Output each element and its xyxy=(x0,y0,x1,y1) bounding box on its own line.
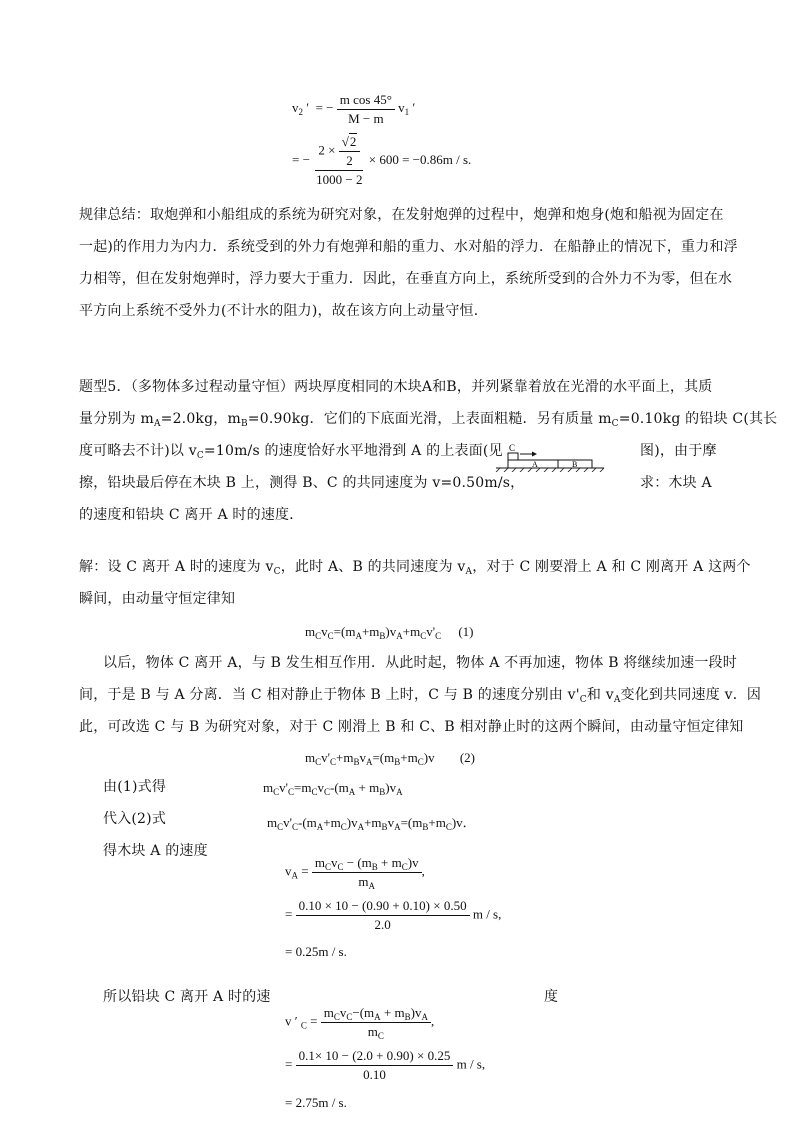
vc-result: = 2.75m / s. xyxy=(285,1095,347,1110)
formula2-lead: = − xyxy=(292,151,310,167)
equation-2-tag: (2) xyxy=(459,750,475,765)
vc-numeric: = $\frac{0.1\times 10 - (2.0 + 0.90) \times 0.25}{0.10}$ m / s, xyxy=(285,1048,486,1082)
label-b: B xyxy=(572,460,578,469)
paragraph2-line-1: 以后，物体 C 离开 A，与 B 发生相互作用．从此时起，物体 A 不再加速，物体 B 将继续加速一段时 xyxy=(103,655,737,671)
paragraph2-line-3: 此，可改选 C 与 B 为研究对象，对于 C 刚滑上 B 和 C、B 相对静止时的这两个瞬间，由动量守恒定律知 xyxy=(79,719,744,735)
block-c xyxy=(508,453,518,460)
label-a: A xyxy=(532,460,538,469)
equation-2: $m_Cv'_C+m_Bv_A=(m_B+m_C)v$ (2) xyxy=(305,750,475,767)
solution-line-1: 解：设 C 离开 A 时的速度为 $v_C$，此时 A、B 的共同速度为 $v_A$，对于 C 刚要滑上 A 和 C 刚离开 A 这两个 xyxy=(79,559,751,577)
problem-line-4a: 擦，铅块最后停在木块 B 上，测得 B、C 的共同速度为 v=0.50m/s， xyxy=(79,475,525,491)
equation-1-tag: (1) xyxy=(458,624,474,639)
derived-vc: $m_Cv'_C=m_Cv_C-(m_A + m_B)v_A$ xyxy=(263,780,403,797)
problem-line-3b: 图)，由于摩 xyxy=(640,443,717,459)
va-numeric: = $\frac{0.10 \times 10 - (0.90 + 0.10) \times 0.50}{2.0}$ m / s, xyxy=(285,898,502,932)
substitute-label: 代入(2)式 xyxy=(103,811,167,827)
so-c-label-b: 度 xyxy=(544,989,559,1005)
formula-tail: $v_1$ ′ xyxy=(398,100,416,118)
from-eq1-label: 由(1)式得 xyxy=(103,779,167,795)
vc-formula: v ′ $_C$ = $\frac{m_Cv_C-(m_A + m_B)v_A}{m_C}$ , xyxy=(285,1005,435,1041)
label-c: C xyxy=(509,443,516,453)
formula-numerator: m cos 45° xyxy=(337,92,395,110)
summary-line-2: 一起)的作用力为内力．系统受到的外力有炮弹和船的重力、水对船的浮力．在船静止的情况下，重力和浮 xyxy=(79,239,738,255)
get-va-label: 得木块 A 的速度 xyxy=(103,843,208,859)
problem-line-1: 题型5．（多物体多过程动量守恒）两块厚度相同的木块A和B，并列紧靠着放在光滑的水平面上，其质 xyxy=(79,379,713,395)
solution-line-2: 瞬间，由动量守恒定律知 xyxy=(79,591,236,607)
ground-hatching xyxy=(496,468,604,472)
problem-line-4b: 求：木块 A xyxy=(640,475,712,491)
va-result: = 0.25m / s. xyxy=(285,944,347,959)
formula-denominator: M − m xyxy=(348,111,384,126)
formula2-numerator: 2 × $\frac{√2}{2}$ xyxy=(315,134,363,171)
formula2-tail: × 600 = −0.86m / s. xyxy=(368,151,472,167)
sqrt2-over-2: $\frac{√2}{2}$ xyxy=(339,134,361,169)
formula2-fraction xyxy=(313,134,365,188)
formula-fraction xyxy=(337,92,395,127)
problem-line-3a: 度可略去不计)以 $v_C=10m/s$ 的速度恰好水平地滑到 A 的上表面(见 xyxy=(79,443,503,461)
paragraph2-line-2: 间，于是 B 与 A 分离．当 C 相对静止于物体 B 上时，C 与 B 的速度分别由 $v'_C$和 $v_A$变化到共同速度 v．因 xyxy=(79,687,762,705)
equation-1: $m_Cv_C=(m_A+m_B)v_A+m_Cv'_C$ (1) xyxy=(305,624,474,641)
va-formula: $v_A$ = $\frac{m_Cv_C - (m_B + m_C)v}{m_A}$ , xyxy=(285,855,425,891)
problem-line-5: 的速度和铅块 C 离开 A 时的速度． xyxy=(79,507,304,523)
substituted-equation: $m_Cv'_C-(m_A+m_C)v_A+m_Bv_A=(m_B+m_C)v$． xyxy=(267,815,476,832)
blocks-figure xyxy=(494,438,620,472)
top-formula-line1 xyxy=(292,92,415,127)
summary-line-3: 力相等，但在发射炮弹时，浮力要大于重力．因此，在垂直方向上，系统所受到的合外力不为零，但在水 xyxy=(79,271,733,287)
formula-lhs: $v_2$ ′ = − xyxy=(292,100,334,118)
so-c-label-a: 所以铅块 C 离开 A 时的速 xyxy=(103,989,271,1005)
formula2-denominator: 1000 − 2 xyxy=(316,172,363,187)
summary-line-4: 平方向上系统不受外力(不计水的阻力)，故在该方向上动量守恒． xyxy=(79,303,488,319)
summary-line-1: 规律总结：取炮弹和小船组成的系统为研究对象，在发射炮弹的过程中，炮弹和炮身(炮和船视为固定在 xyxy=(79,207,724,223)
top-formula-line2 xyxy=(292,134,471,188)
blocks-diagram xyxy=(494,438,620,472)
arrow-head xyxy=(532,452,537,457)
problem-line-2: 量分别为 $m_A=2.0kg$，$m_B=0.90kg$．它们的下底面光滑，上表面粗糙．另有质量 $m_C=0.10kg$ 的铅块 C(其长 xyxy=(79,411,778,429)
